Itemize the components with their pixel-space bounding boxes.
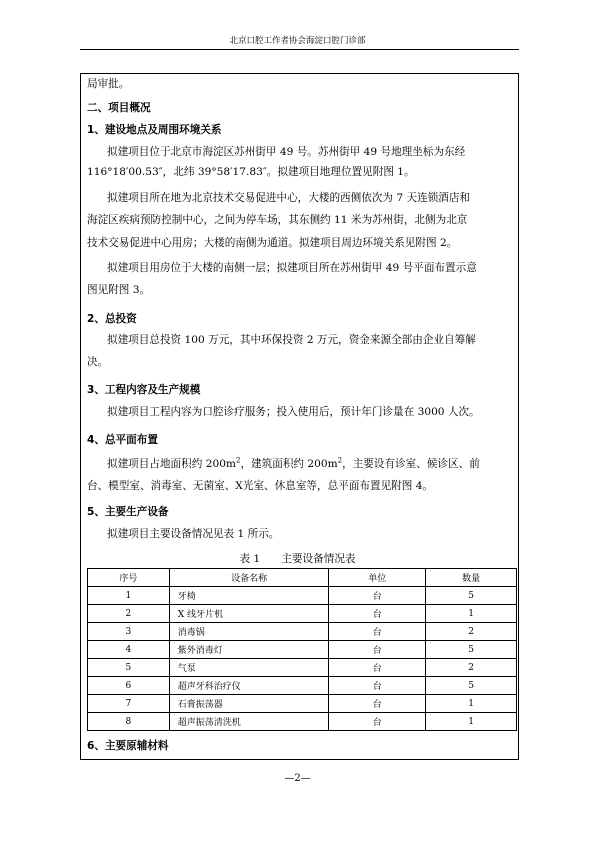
table-cell: 超声振荡清洗机 <box>169 713 329 731</box>
table-cell: 台 <box>329 695 426 713</box>
table-cell: 台 <box>329 659 426 677</box>
table-row <box>88 713 517 731</box>
text-line <box>107 458 480 471</box>
table-cell: 台 <box>329 623 426 641</box>
subsection-heading: 3、工程内容及生产规模 <box>87 384 201 396</box>
table-row <box>88 587 517 605</box>
table-cell: 台 <box>329 677 426 695</box>
column-header: 设备名称 <box>169 569 329 587</box>
subsection-heading: 4、总平面布置 <box>87 434 158 446</box>
table-cell: 3 <box>88 623 170 641</box>
table-cell: X 线牙片机 <box>169 605 329 623</box>
text-line: 拟建项目用房位于大楼的南侧一层；拟建项目所在苏州街甲 49 号平面布置示意 <box>107 262 477 274</box>
text-line: 局审批。 <box>87 78 130 90</box>
table-cell: 7 <box>88 695 170 713</box>
text-line: 图见附图 3。 <box>87 284 151 296</box>
superscript: 2 <box>235 456 241 465</box>
column-header: 序号 <box>88 569 170 587</box>
table-row <box>88 695 517 713</box>
table-cell: 2 <box>426 623 517 641</box>
text-line: 拟建项目工程内容为口腔诊疗服务；投入使用后，预计年门诊量在 3000 人次。 <box>107 406 480 418</box>
subsection-heading: 5、主要生产设备 <box>87 506 169 518</box>
text-span: ，主要设有诊室、候诊区、前 <box>342 458 480 470</box>
text-span: ，建筑面积约 200m <box>240 458 338 470</box>
subsection-heading: 6、主要原辅材料 <box>87 740 169 752</box>
page-header-title: 北京口腔工作者协会海淀口腔门诊部 <box>229 36 366 46</box>
text-span: 拟建项目占地面积约 200m <box>107 458 236 470</box>
table-cell: 2 <box>426 659 517 677</box>
table-cell: 台 <box>329 605 426 623</box>
header-rule <box>80 49 519 50</box>
table-row <box>88 677 517 695</box>
subsection-heading: 2、总投资 <box>87 313 137 325</box>
table-row <box>88 659 517 677</box>
table-row <box>88 623 517 641</box>
text-line: 拟建项目总投资 100 万元，其中环保投资 2 万元，资金来源全部由企业自筹解 <box>107 334 476 346</box>
superscript: 2 <box>337 456 343 465</box>
text-line: 116°18′00.53″，北纬 39°58′17.83″。拟建项目地理位置见附图 1。 <box>87 166 415 178</box>
table-cell: 5 <box>426 677 517 695</box>
table-cell: 8 <box>88 713 170 731</box>
subsection-heading: 1、建设地点及周围环境关系 <box>87 124 222 136</box>
text-line: 拟建项目所在地为北京技术交易促进中心，大楼的西侧依次为 7 天连锁酒店和 <box>107 192 471 204</box>
column-header: 数量 <box>426 569 517 587</box>
section-heading: 二、项目概况 <box>87 102 151 114</box>
table-cell: 2 <box>88 605 170 623</box>
table-cell: 超声牙科治疗仪 <box>169 677 329 695</box>
table-cell: 4 <box>88 641 170 659</box>
table-cell: 气泵 <box>169 659 329 677</box>
table-caption: 表 1 主要设备情况表 <box>239 553 356 565</box>
text-line: 海淀区疾病预防控制中心，之间为停车场，其东侧约 11 米为苏州街，北侧为北京 <box>87 214 468 226</box>
table-cell: 台 <box>329 587 426 605</box>
equipment-table <box>87 568 517 731</box>
table-cell: 石膏振荡器 <box>169 695 329 713</box>
text-line: 台、模型室、消毒室、无菌室、X光室、休息室等，总平面布置见附图 4。 <box>87 480 434 492</box>
table-cell: 消毒锅 <box>169 623 329 641</box>
text-line: 拟建项目位于北京市海淀区苏州街甲 49 号。苏州街甲 49 号地理坐标为东经 <box>107 146 466 158</box>
table-header-row <box>88 569 517 587</box>
table-cell: 台 <box>329 641 426 659</box>
table-cell: 1 <box>426 713 517 731</box>
table-cell: 台 <box>329 713 426 731</box>
table-cell: 5 <box>426 641 517 659</box>
table-cell: 紫外消毒灯 <box>169 641 329 659</box>
table-cell: 1 <box>88 587 170 605</box>
page-number: —2— <box>284 773 311 784</box>
table-cell: 1 <box>426 695 517 713</box>
table-row <box>88 641 517 659</box>
text-line: 拟建项目主要设备情况见表 1 所示。 <box>107 528 280 540</box>
table-row <box>88 605 517 623</box>
table-cell: 6 <box>88 677 170 695</box>
column-header: 单位 <box>329 569 426 587</box>
table-cell: 牙椅 <box>169 587 329 605</box>
table-cell: 5 <box>426 587 517 605</box>
table-cell: 1 <box>426 605 517 623</box>
table-cell: 5 <box>88 659 170 677</box>
text-line: 技术交易促进中心用房；大楼的南侧为通道。拟建项目周边环境关系见附图 2。 <box>87 237 458 249</box>
text-line: 决。 <box>87 356 109 368</box>
